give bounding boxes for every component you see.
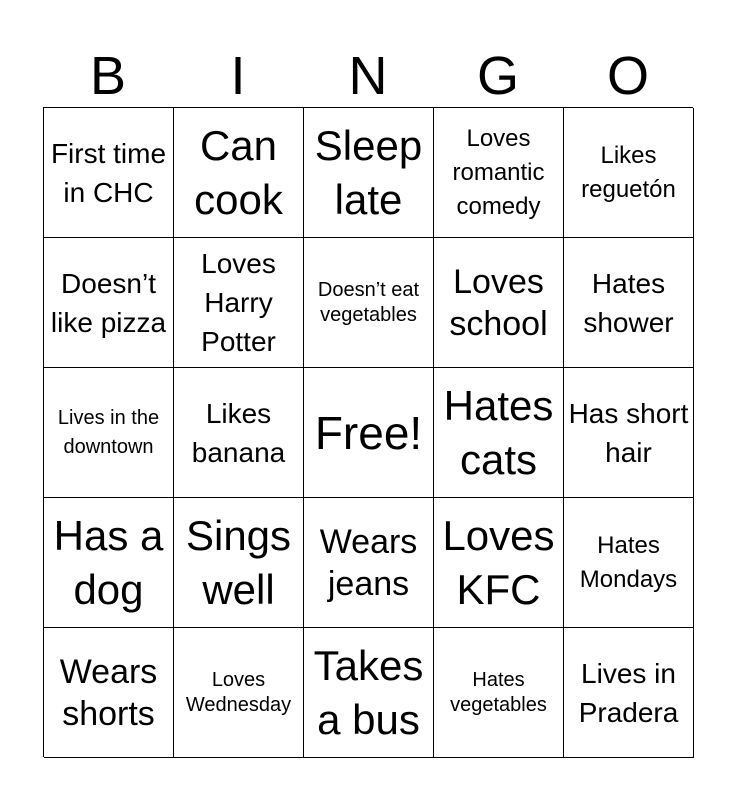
bingo-cell[interactable] [174,628,304,758]
cell-label: Hates vegetables [450,668,547,716]
cell-label: Loves romantic comedy [452,124,545,220]
cell-label: Loves Wednesday [185,668,292,716]
bingo-cell[interactable] [564,628,694,758]
cell-label: Hates Mondays [579,531,678,593]
bingo-cell[interactable] [304,108,434,238]
cell-label: First time in CHC [50,137,167,208]
bingo-cell[interactable] [44,498,174,628]
cell-label: Hates cats [443,381,554,483]
bingo-cell[interactable] [564,498,694,628]
bingo-cell[interactable] [434,108,564,238]
bingo-cell[interactable] [434,498,564,628]
cell-label: Hates shower [583,267,674,338]
bingo-cell[interactable] [174,238,304,368]
bingo-cell[interactable] [434,368,564,498]
cell-label: Likes banana [191,397,286,468]
bingo-cell[interactable] [564,368,694,498]
bingo-cell[interactable] [174,498,304,628]
bingo-cell[interactable] [174,108,304,238]
bingo-cell[interactable] [304,498,434,628]
bingo-cell[interactable] [44,238,174,368]
bingo-cell[interactable] [304,628,434,758]
header-letter-b: B [89,46,127,106]
cell-label: Lives in the downtown [57,406,160,458]
header-letter-g: G [476,46,519,106]
bingo-cell[interactable] [44,628,174,758]
bingo-cell[interactable] [564,108,694,238]
cell-label: Lives in Pradera [578,657,679,728]
cell-label: Free! [314,406,423,459]
bingo-cell[interactable] [174,368,304,498]
cell-label: Loves school [449,262,548,343]
header-letter-i: I [230,46,246,106]
cell-label: Has short hair [568,397,689,468]
header-letter-n: N [348,46,388,106]
bingo-cell[interactable] [44,368,174,498]
bingo-cell[interactable] [434,238,564,368]
cell-label: Loves Harry Potter [201,248,276,357]
bingo-cell[interactable] [564,238,694,368]
bingo-cell[interactable] [434,628,564,758]
cell-label: Can cook [194,121,283,223]
cell-label: Sings well [185,511,292,613]
cell-label: Doesn’t like pizza [50,267,167,338]
bingo-cell[interactable] [304,368,434,498]
bingo-cell[interactable] [44,108,174,238]
cell-label: Wears shorts [59,652,158,733]
cell-label: Loves KFC [442,511,555,613]
bingo-board [43,107,693,757]
cell-label: Sleep late [314,121,423,223]
cell-label: Has a dog [53,511,164,613]
cell-label: Doesn’t eat vegetables [317,278,420,326]
cell-label: Takes a bus [313,641,424,743]
bingo-header [43,44,693,108]
header-letter-o: O [606,46,649,106]
bingo-cell[interactable] [304,238,434,368]
cell-label: Likes reguetón [581,141,676,203]
cell-label: Wears jeans [319,522,418,603]
